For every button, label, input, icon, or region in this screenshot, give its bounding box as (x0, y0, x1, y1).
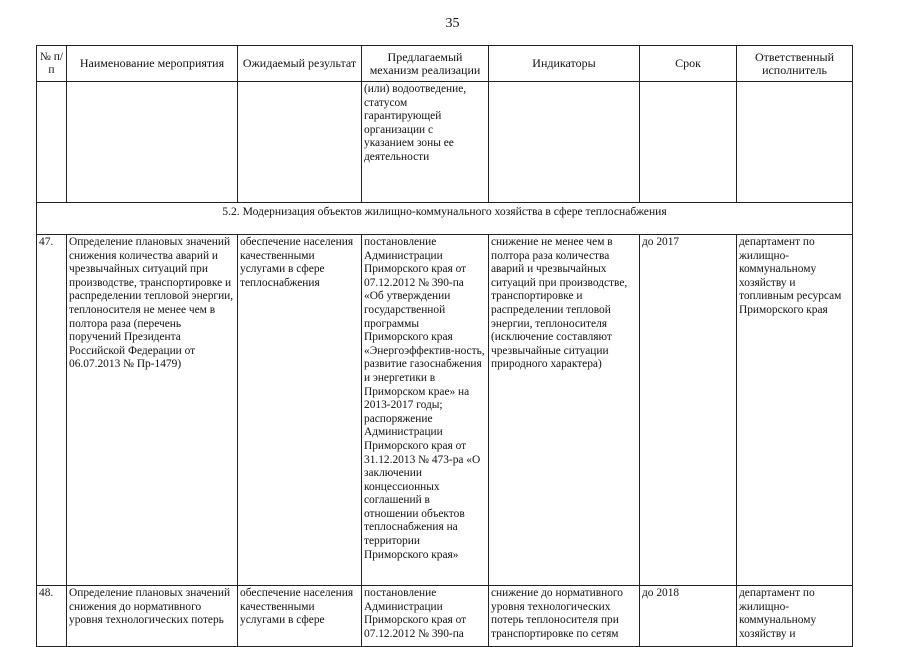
cell-responsible (737, 82, 853, 203)
header-name: Наименование мероприятия (67, 46, 238, 82)
table-row (37, 235, 853, 586)
cell-num: 47. (37, 235, 67, 586)
header-result: Ожидаемый результат (238, 46, 362, 82)
cell-num: 48. (37, 586, 67, 647)
cell-mechanism: (или) водоотведение, статусом гарантирующей организации с указанием зоны ее деятельности (362, 82, 489, 203)
cell-term: до 2017 (640, 235, 737, 586)
header-indicators: Индикаторы (489, 46, 640, 82)
cell-responsible: департамент по жилищно-коммунальному хозяйству и (737, 586, 853, 647)
header-term: Срок (640, 46, 737, 82)
page-number: 35 (445, 16, 460, 31)
table-row (37, 82, 853, 203)
cell-name: Определение плановых значений снижения до нормативного уровня технологических потерь (67, 586, 238, 647)
header-responsible: Ответственный исполнитель (737, 46, 853, 82)
cell-name: Определение плановых значений снижения количества аварий и чрезвычайных ситуаций при производстве, транспортировке и распределении тепловой энергии, теплоносителя не менее чем в полтора раза (перечень поручений Президента Российской Федерации от 06.07.2013 № Пр-1479) (67, 235, 238, 586)
cell-result: обеспечение населения качественными услугами в сфере (238, 586, 362, 647)
table-row (37, 586, 853, 647)
table-header-row (37, 46, 853, 82)
section-title: 5.2. Модернизация объектов жилищно-коммунального хозяйства в сфере теплоснабжения (37, 203, 853, 235)
cell-responsible: департамент по жилищно-коммунальному хозяйству и топливным ресурсам Приморского края (737, 235, 853, 586)
cell-indicators: снижение не менее чем в полтора раза количества аварий и чрезвычайных ситуаций при производстве, транспортировке и распределении тепловой энергии, теплоносителя (исключение составляют чрезвычайные ситуации природного характера) (489, 235, 640, 586)
header-mechanism: Предлагаемый механизм реализации (362, 46, 489, 82)
plan-table (36, 45, 853, 647)
header-num: № п/п (37, 46, 67, 82)
cell-indicators (489, 82, 640, 203)
cell-result: обеспечение населения качественными услугами в сфере теплоснабжения (238, 235, 362, 586)
cell-mechanism: постановление Администрации Приморского края от 07.12.2012 № 390-па (362, 586, 489, 647)
cell-term (640, 82, 737, 203)
cell-name (67, 82, 238, 203)
cell-indicators: снижение до нормативного уровня технологических потерь теплоносителя при транспортировке по сетям (489, 586, 640, 647)
cell-num (37, 82, 67, 203)
section-row (37, 203, 853, 235)
cell-result (238, 82, 362, 203)
cell-term: до 2018 (640, 586, 737, 647)
cell-mechanism: постановление Администрации Приморского края от 07.12.2012 № 390-па «Об утверждении государственной программы Приморского края «Энергоэффектив-ность, развитие газоснабжения и энергетики в Приморском крае» на 2013-2017 годы; распоряжение Администрации Приморского края от 31.12.2013 № 473-ра «О заключении концессионных соглашений в отношении объектов теплоснабжения на территории Приморского края» (362, 235, 489, 586)
